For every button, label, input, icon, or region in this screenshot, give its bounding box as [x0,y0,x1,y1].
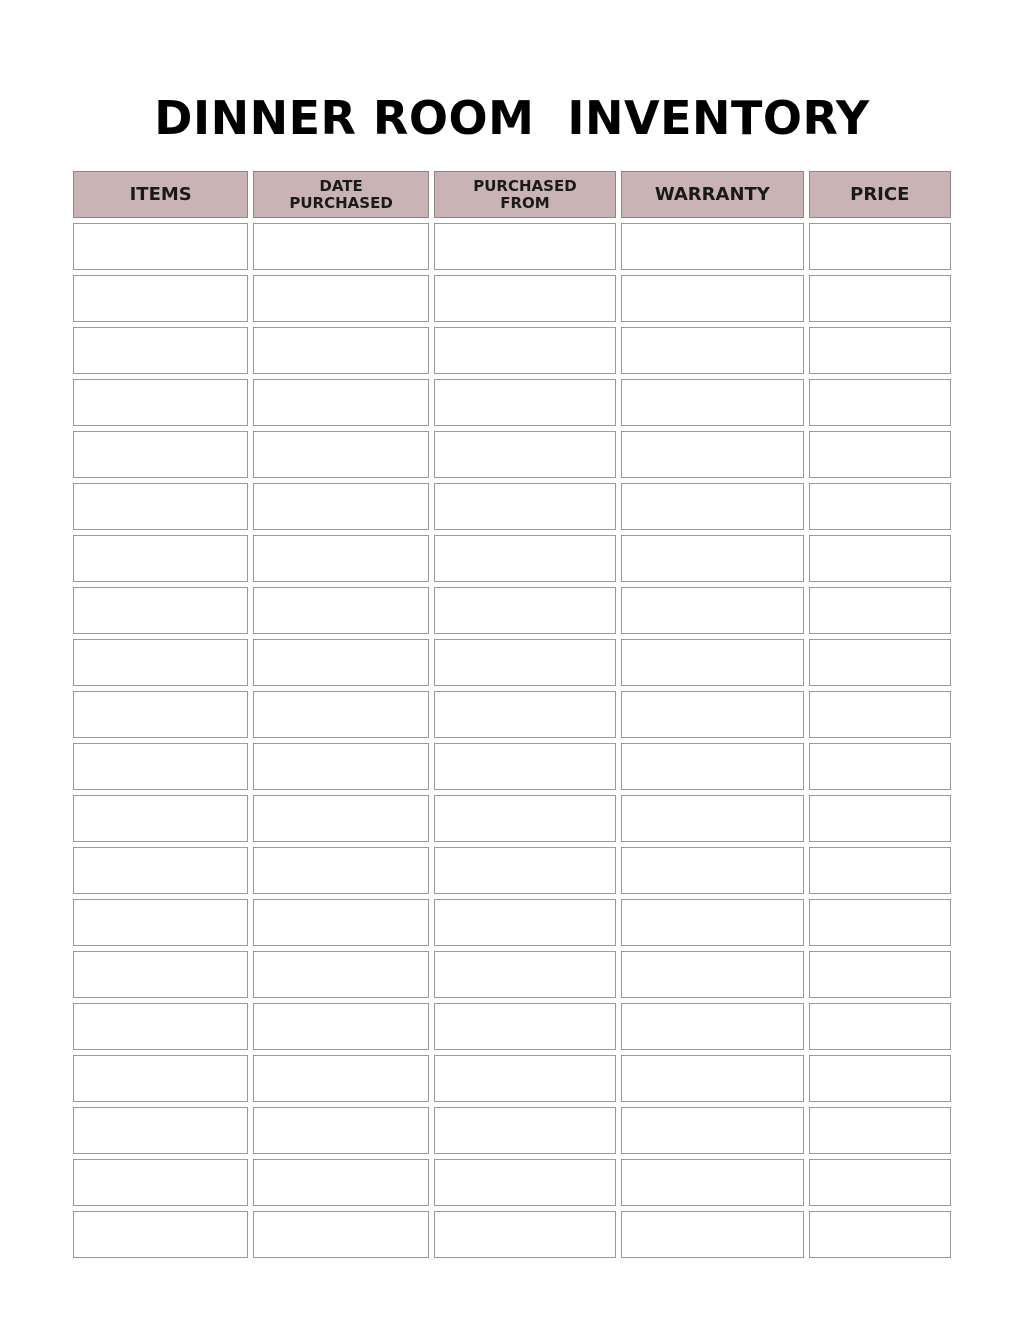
purchased-from-cell[interactable] [434,951,616,998]
purchased-from-cell[interactable] [434,847,616,894]
price-cell[interactable] [809,535,952,582]
table-row [73,743,951,790]
inventory-table [73,171,951,1263]
purchased-from-cell[interactable] [434,483,616,530]
items-cell[interactable] [73,535,248,582]
items-cell[interactable] [73,483,248,530]
purchased-from-cell[interactable] [434,1107,616,1154]
column-header-label: WARRANTY [654,183,770,205]
price-cell[interactable] [809,899,952,946]
column-header-date-purchased [253,171,428,218]
column-header-label: ITEMS [129,183,192,205]
price-cell[interactable] [809,275,952,322]
warranty-cell[interactable] [621,1055,803,1102]
table-row [73,587,951,634]
table-row [73,691,951,738]
items-cell[interactable] [73,951,248,998]
price-cell[interactable] [809,639,952,686]
price-cell[interactable] [809,223,952,270]
purchased-from-cell[interactable] [434,379,616,426]
date-purchased-cell[interactable] [253,587,428,634]
price-cell[interactable] [809,1003,952,1050]
items-cell[interactable] [73,1159,248,1206]
purchased-from-cell[interactable] [434,223,616,270]
purchased-from-cell[interactable] [434,743,616,790]
date-purchased-cell[interactable] [253,743,428,790]
warranty-cell[interactable] [621,691,803,738]
table-row [73,379,951,426]
items-cell[interactable] [73,327,248,374]
purchased-from-cell[interactable] [434,1211,616,1258]
warranty-cell[interactable] [621,951,803,998]
warranty-cell[interactable] [621,483,803,530]
purchased-from-cell[interactable] [434,1055,616,1102]
warranty-cell[interactable] [621,847,803,894]
table-row [73,1159,951,1206]
purchased-from-cell[interactable] [434,587,616,634]
table-row [73,431,951,478]
table-row [73,639,951,686]
warranty-cell[interactable] [621,1159,803,1206]
table-row [73,223,951,270]
items-cell[interactable] [73,379,248,426]
date-purchased-cell[interactable] [253,639,428,686]
column-header-label-line1: PURCHASED [473,176,577,195]
price-cell[interactable] [809,379,952,426]
date-purchased-cell[interactable] [253,1159,428,1206]
price-cell[interactable] [809,847,952,894]
purchased-from-cell[interactable] [434,1159,616,1206]
date-purchased-cell[interactable] [253,899,428,946]
date-purchased-cell[interactable] [253,1055,428,1102]
table-row [73,327,951,374]
items-cell[interactable] [73,1003,248,1050]
column-header-price [809,171,952,218]
price-cell[interactable] [809,431,952,478]
table-row [73,1107,951,1154]
table-row [73,1055,951,1102]
price-cell[interactable] [809,691,952,738]
table-row [73,535,951,582]
date-purchased-cell[interactable] [253,1107,428,1154]
warranty-cell[interactable] [621,535,803,582]
table-row [73,951,951,998]
warranty-cell[interactable] [621,275,803,322]
price-cell[interactable] [809,1159,952,1206]
table-row [73,483,951,530]
price-cell[interactable] [809,483,952,530]
date-purchased-cell[interactable] [253,535,428,582]
warranty-cell[interactable] [621,1003,803,1050]
items-cell[interactable] [73,691,248,738]
column-header-label [289,178,392,212]
purchased-from-cell[interactable] [434,899,616,946]
warranty-cell[interactable] [621,899,803,946]
table-header-row [73,171,951,218]
column-header-label-line1: DATE [319,176,363,195]
price-cell[interactable] [809,951,952,998]
purchased-from-cell[interactable] [434,535,616,582]
price-cell[interactable] [809,1055,952,1102]
date-purchased-cell[interactable] [253,847,428,894]
table-row [73,795,951,842]
warranty-cell[interactable] [621,587,803,634]
date-purchased-cell[interactable] [253,483,428,530]
items-cell[interactable] [73,639,248,686]
column-header-purchased-from [434,171,616,218]
warranty-cell[interactable] [621,327,803,374]
date-purchased-cell[interactable] [253,431,428,478]
warranty-cell[interactable] [621,795,803,842]
items-cell[interactable] [73,275,248,322]
column-header-items [73,171,248,218]
items-cell[interactable] [73,223,248,270]
items-cell[interactable] [73,847,248,894]
purchased-from-cell[interactable] [434,327,616,374]
items-cell[interactable] [73,1107,248,1154]
price-cell[interactable] [809,1107,952,1154]
column-header-label: PRICE [850,183,910,205]
items-cell[interactable] [73,1055,248,1102]
table-row [73,1211,951,1258]
items-cell[interactable] [73,795,248,842]
date-purchased-cell[interactable] [253,951,428,998]
warranty-cell[interactable] [621,639,803,686]
price-cell[interactable] [809,795,952,842]
warranty-cell[interactable] [621,431,803,478]
table-row [73,1003,951,1050]
price-cell[interactable] [809,587,952,634]
table-body [73,223,951,1258]
date-purchased-cell[interactable] [253,795,428,842]
column-header-warranty [621,171,803,218]
warranty-cell[interactable] [621,1211,803,1258]
items-cell[interactable] [73,1211,248,1258]
items-cell[interactable] [73,431,248,478]
warranty-cell[interactable] [621,223,803,270]
warranty-cell[interactable] [621,379,803,426]
date-purchased-cell[interactable] [253,379,428,426]
purchased-from-cell[interactable] [434,639,616,686]
items-cell[interactable] [73,587,248,634]
purchased-from-cell[interactable] [434,691,616,738]
purchased-from-cell[interactable] [434,795,616,842]
price-cell[interactable] [809,327,952,374]
column-header-label-line2: FROM [500,193,550,212]
table-row [73,899,951,946]
date-purchased-cell[interactable] [253,1003,428,1050]
date-purchased-cell[interactable] [253,1211,428,1258]
warranty-cell[interactable] [621,743,803,790]
column-header-label [473,178,576,212]
warranty-cell[interactable] [621,1107,803,1154]
table-row [73,275,951,322]
date-purchased-cell[interactable] [253,327,428,374]
date-purchased-cell[interactable] [253,223,428,270]
date-purchased-cell[interactable] [253,691,428,738]
date-purchased-cell[interactable] [253,275,428,322]
items-cell[interactable] [73,899,248,946]
column-header-label-line2: PURCHASED [289,193,393,212]
page-title: DINNER ROOM INVENTORY [154,91,870,145]
price-cell[interactable] [809,743,952,790]
items-cell[interactable] [73,743,248,790]
purchased-from-cell[interactable] [434,431,616,478]
purchased-from-cell[interactable] [434,1003,616,1050]
table-row [73,847,951,894]
price-cell[interactable] [809,1211,952,1258]
purchased-from-cell[interactable] [434,275,616,322]
